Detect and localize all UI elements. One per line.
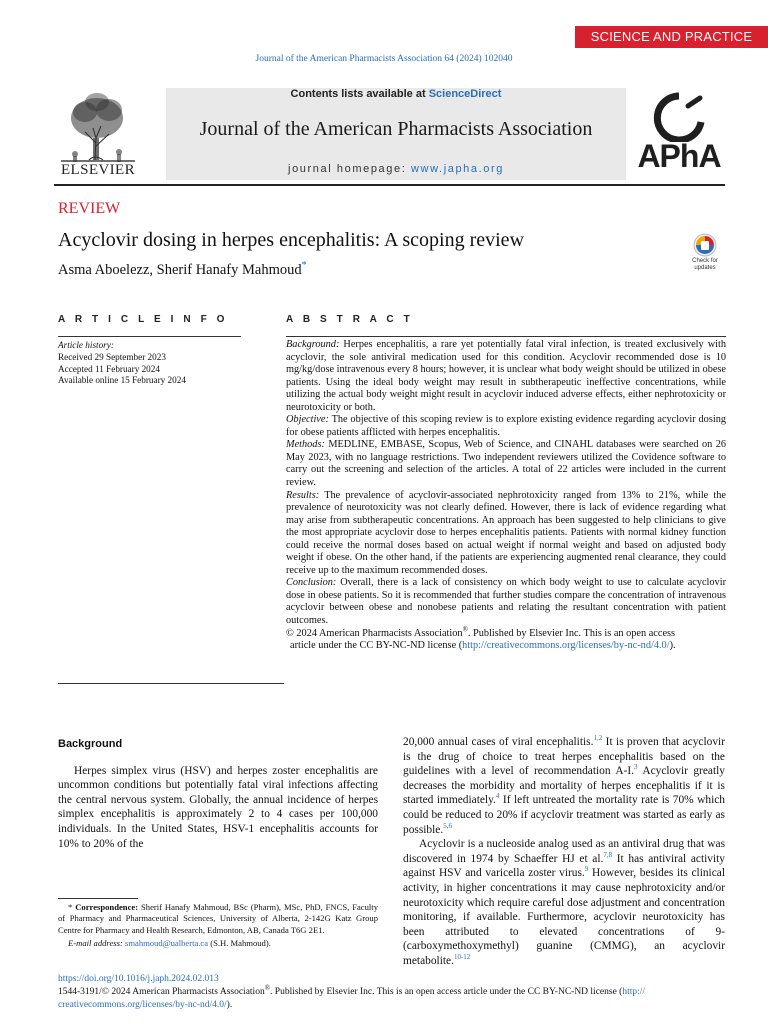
contents-line bbox=[166, 88, 626, 100]
sciencedirect-link[interactable]: ScienceDirect bbox=[428, 88, 502, 100]
copyright-part-2: . Published by Elsevier Inc. This is an open access bbox=[467, 627, 676, 639]
homepage-link[interactable]: www.japha.org bbox=[411, 163, 504, 175]
correspondence-footnote bbox=[58, 902, 378, 949]
text-run: 20,000 annual cases of viral encephalitis. bbox=[403, 736, 594, 748]
footer-license-link-1[interactable]: http:// bbox=[622, 987, 646, 997]
apha-wordmark: APhA bbox=[637, 138, 721, 174]
correspondence-label: Correspondence: bbox=[75, 902, 139, 912]
article-history bbox=[58, 340, 238, 387]
email-line bbox=[58, 938, 378, 949]
abstract-objective-label: Objective: bbox=[286, 414, 329, 426]
article-info-heading: A R T I C L E I N F O bbox=[58, 314, 229, 325]
abstract-results bbox=[286, 490, 726, 578]
footnote-rule bbox=[58, 898, 138, 899]
apha-logo[interactable] bbox=[630, 92, 728, 178]
copyright-line-2 bbox=[286, 640, 726, 653]
issn-end: ). bbox=[226, 999, 233, 1010]
copyright-registered-mark: ® bbox=[462, 625, 468, 634]
copyright-part-4: ). bbox=[669, 640, 676, 652]
online-date: Available online 15 February 2024 bbox=[58, 375, 186, 386]
abstract-copyright bbox=[286, 625, 726, 653]
background-paragraph-2 bbox=[403, 837, 725, 968]
accepted-date: Accepted 11 February 2024 bbox=[58, 363, 160, 374]
abstract-body bbox=[286, 339, 726, 653]
issn-text: 1544-3191/© 2024 American Pharmacists Association bbox=[58, 987, 265, 997]
abstract-background bbox=[286, 339, 726, 414]
background-paragraph-1-cont bbox=[403, 735, 725, 837]
body-right-column bbox=[403, 735, 725, 969]
journal-homepage bbox=[166, 163, 626, 175]
abstract-conclusion-label: Conclusion: bbox=[286, 577, 337, 589]
received-date: Received 29 September 2023 bbox=[58, 351, 166, 362]
ref-10-12[interactable]: 10-12 bbox=[453, 953, 471, 962]
text-run: Acyclovir is a nucleoside analog used as an antiviral drug that was discovered in 1974 by Schaeffer HJ et al. bbox=[403, 838, 725, 865]
abstract-background-label: Background: bbox=[286, 339, 340, 350]
check-updates-icon bbox=[684, 233, 726, 259]
abstract-methods bbox=[286, 439, 726, 489]
abstract-objective bbox=[286, 414, 726, 439]
ref-5-6[interactable]: 5,6 bbox=[443, 821, 452, 830]
footnote-mark: * bbox=[68, 902, 73, 912]
abstract-rule-bottom bbox=[58, 683, 284, 684]
issn-copyright-line bbox=[58, 983, 726, 1011]
issn-registered-mark: ® bbox=[264, 983, 271, 992]
article-title: Acyclovir dosing in herpes encephalitis: A scoping review bbox=[58, 229, 525, 251]
copyright-part-3: article under the CC BY-NC-ND license ( bbox=[290, 640, 463, 652]
abstract-methods-text: MEDLINE, EMBASE, Scopus, Web of Science, and CINAHL databases were searched on 26 May 2023, with no language restrictions. Two independent reviewers utilized the Covidence software to carry out the screening and selection of the articles. A total of 22 articles were included in the current review. bbox=[286, 439, 727, 489]
abstract-methods-label: Methods: bbox=[286, 439, 325, 451]
text-run: However, besides its clinical activity, in higher concentrations it may cause nephrotoxicity and/or neurotoxicity which require careful dose adjustment and concentration monitoring, if available. Furthermore, acyclovir neurotoxicity has been attributed to elevated concentrations of 9-(carboxymethoxymethyl) guanine (CMMG), an acyclovir metabolite. bbox=[403, 867, 725, 967]
abstract-results-label: Results: bbox=[286, 489, 320, 501]
abstract-results-text: The prevalence of acyclovir-associated nephrotoxicity ranged from 13% to 21%, while the prevalence of neurotoxicity was not clearly defined. However, there is lack of evidence regarding what may arise from subtherapeutic concentrations. An approach has been suggested to help clinicians to give the most appropriate acyclovir dose to herpes encephalitis patients. Patients with normal kidney function could receive the normal doses based on actual weight if normal weight and based on adjusted body weight if obese. On the other hand, if the patients are experiencing augmented renal clearance, they could receive up to the maximum recommended doses. bbox=[286, 489, 727, 576]
correspondence-detail: Sherif Hanafy Mahmoud, BSc (Pharm), MSc, PhD, FNCS, Faculty of Pharmacy and Pharmaceutical Sciences, University of Alberta, 2-142G Katz Group Centre for Pharmacy and Health Research, Edmonton, AB, Canada T6G 2E1. bbox=[58, 902, 378, 935]
article-info-rule bbox=[58, 336, 241, 337]
ref-3[interactable]: 3 bbox=[634, 763, 638, 772]
journal-title: Journal of the American Pharmacists Association bbox=[199, 118, 593, 140]
abstract-conclusion bbox=[286, 577, 726, 627]
abstract-background-text: Herpes encephalitis, a rare yet potentially fatal viral infection, is treated exclusively with acyclovir, the sole antiviral medication used for this condition. Acyclovir recommended dose is 10 mg/kg/dose intravenous every 8 hours; however, it is unclear what body weight should be utilized in obese patients. Using the ideal body weight may result in subtherapeutic ineffective concentrations, while utilizing the actual body weight might result in acyclovir induced adverse effects, either nephrotoxicity or neurotoxicity or both. bbox=[286, 339, 726, 413]
check-for-updates-button[interactable] bbox=[684, 233, 726, 273]
homepage-prefix: journal homepage: bbox=[288, 163, 412, 175]
footer-license-link-2[interactable]: creativecommons.org/licenses/by-nc-nd/4.0/ bbox=[58, 999, 227, 1010]
article-type: REVIEW bbox=[58, 200, 121, 217]
corresponding-author-mark[interactable]: * bbox=[301, 260, 307, 272]
text-run: Acyclovir greatly decreases the morbidity and mortality of herpes encephalitis if it is started immediately. bbox=[403, 765, 725, 807]
issn-text-2: . Published by Elsevier Inc. This is an open access article under the CC BY-NC-ND license ( bbox=[270, 987, 623, 997]
check-updates-label: Check for updates bbox=[692, 258, 718, 271]
text-run: It is proven that acyclovir is the drug of choice to treat herpes encephalitis based on the guidelines with a level of recommendation A-I. bbox=[403, 736, 725, 778]
email-label: E-mail address: bbox=[68, 937, 123, 948]
apha-mortar-icon bbox=[630, 92, 728, 142]
body-left-column bbox=[58, 737, 378, 851]
journal-citation[interactable]: Journal of the American Pharmacists Association 64 (2024) 102040 bbox=[255, 54, 513, 64]
license-link[interactable]: http://creativecommons.org/licenses/by-nc-nd/4.0/ bbox=[462, 640, 670, 652]
abstract-objective-text: The objective of this scoping review is to explore existing evidence regarding acyclovir dosing for obese patients afflicted with herpes encephalitis. bbox=[286, 414, 726, 438]
ref-9[interactable]: 9 bbox=[584, 865, 589, 874]
authors bbox=[58, 262, 307, 279]
section-badge: SCIENCE AND PRACTICE bbox=[575, 26, 768, 48]
ref-4[interactable]: 4 bbox=[495, 792, 500, 801]
elsevier-wordmark: ELSEVIER bbox=[60, 162, 136, 178]
ref-7-8[interactable]: 7,8 bbox=[603, 850, 613, 859]
contents-prefix: Contents lists available at bbox=[290, 88, 429, 100]
history-label: Article history: bbox=[58, 340, 114, 350]
copyright-part-1: © 2024 American Pharmacists Association bbox=[286, 627, 463, 639]
email-link[interactable]: smahmoud@ualberta.ca bbox=[124, 937, 209, 948]
doi-link[interactable]: https://doi.org/10.1016/j.japh.2024.02.013 bbox=[58, 974, 219, 984]
masthead-rule bbox=[54, 184, 725, 186]
text-run: If left untreated the mortality rate is 70% which could be reduced to 20% if acyclovir treatment was started as early as possible. bbox=[403, 794, 725, 836]
background-heading: Background bbox=[58, 738, 123, 750]
background-paragraph-1: Herpes simplex virus (HSV) and herpes zoster encephalitis are uncommon conditions but potentially fatal viral infections affecting the central nervous system. Globally, the annual incidence of herpes simplex encephalitis is approximately 2 to 4 cases per 100,000 individuals. In the United States, HSV-1 encephalitis accounts for 10% to 20% of the bbox=[58, 764, 378, 850]
email-suffix: (S.H. Mahmoud). bbox=[210, 937, 271, 948]
author-names: Asma Aboelezz, Sherif Hanafy Mahmoud bbox=[58, 262, 302, 278]
abstract-conclusion-text: Overall, there is a lack of consistency on which body weight to use to calculate acyclovir dose in obese patients. So it is recommended that further studies compare the concentration of intravenous acyclovir between obese and nonobese patients and relating the resultant concentration with patient outcomes. bbox=[286, 577, 726, 627]
abstract-rule-top bbox=[286, 336, 726, 337]
correspondence-text bbox=[58, 902, 378, 936]
text-run: It has antiviral activity against HSV and varicella zoster virus. bbox=[403, 852, 725, 880]
ref-1-2[interactable]: 1,2 bbox=[593, 734, 603, 743]
abstract-heading: A B S T R A C T bbox=[286, 314, 414, 325]
elsevier-logo[interactable] bbox=[55, 88, 141, 180]
